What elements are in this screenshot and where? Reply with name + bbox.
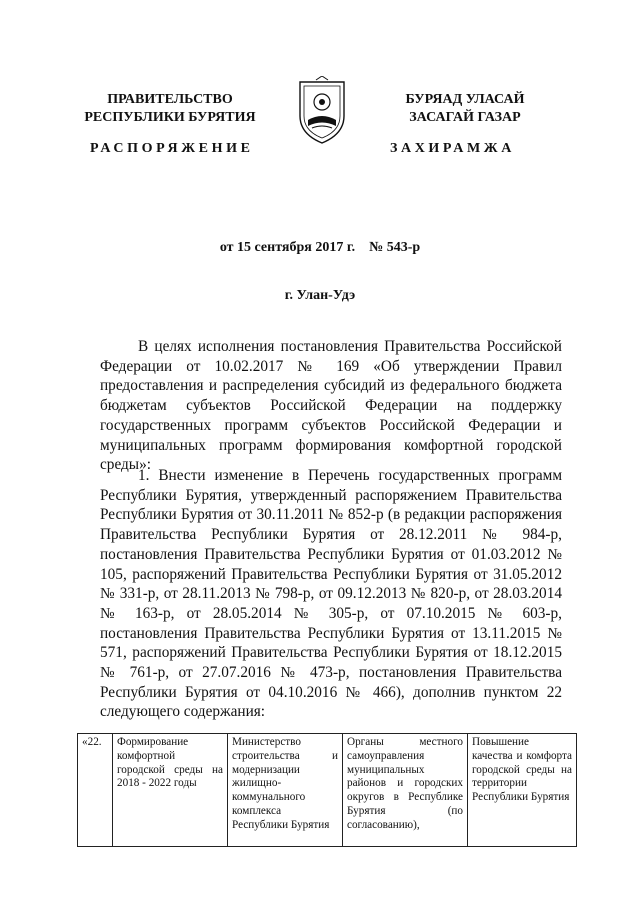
- government-name-line2: РЕСПУБЛИКИ БУРЯТИЯ: [84, 110, 256, 125]
- table-cell-responsible: Министерство строительства и модернизации жилищно-коммунального комплекса Республики Бурятия: [228, 734, 343, 847]
- document-city: г. Улан-Удэ: [284, 288, 356, 303]
- government-name-buryat-line1: БУРЯАД УЛАСАЙ: [405, 92, 525, 107]
- table-row: [78, 734, 577, 847]
- table-cell-program-name: Формирование комфортной городской среды на 2018 - 2022 годы: [113, 734, 228, 847]
- preamble-paragraph: В целях исполнения постановления Правительства Российской Федерации от 10.02.2017 № 169 «Об утверждении Правил предоставления и распределения субсидий из федерального бюджета бюджетам субъектов Российской Федерации на поддержку государственных программ субъектов Российской Федерации и муниципальных программ формирования комфортной городской среды»:: [100, 338, 562, 474]
- government-name-russian: [70, 91, 270, 127]
- table-cell-participants: Органы местного самоуправления муниципальных районов и городских округов в Республике Бурятия (по согласованию),: [343, 734, 468, 847]
- document-type-buryat: ЗАХИРАМЖА: [390, 141, 515, 156]
- government-name-buryat: [360, 91, 570, 127]
- document-date-number: от 15 сентября 2017 г. № 543-р: [219, 240, 421, 255]
- government-name-buryat-line2: ЗАСАГАЙ ГАЗАР: [409, 110, 521, 125]
- table-cell-number: «22.: [78, 734, 113, 847]
- item-1-paragraph: 1. Внести изменение в Перечень государственных программ Республики Бурятия, утвержденный распоряжением Правительства Республики Бурятия от 30.11.2011 № 852-р (в редакции распоряжения Правительства Республики Бурятия от 28.12.2011 № 984-р, постановления Правительства Республики Бурятия от 01.03.2012 № 105, распоряжений Правительства Республики Бурятия от 31.05.2012 № 331-р, от 28.11.2013 № 798-р, от 09.12.2013 № 820-р, от 28.03.2014 № 163-р, от 28.05.2014 № 305-р, от 07.10.2015 № 603-р, постановления Правительства Республики Бурятия от 13.11.2015 № 571, распоряжений Правительства Республики Бурятия от 18.12.2015 № 761-р, от 27.07.2016 № 473-р, постановления Правительства Республики Бурятия от 04.10.2016 № 466), дополнив пунктом 22 следующего содержания:: [100, 467, 562, 721]
- table-cell-goal: Повышение качества и комфорта городской среды на территории Республики Бурятия: [468, 734, 577, 847]
- program-table: [77, 733, 577, 847]
- coat-of-arms-icon: [296, 76, 348, 146]
- coat-of-arms-emblem: [296, 76, 348, 146]
- government-name-line1: ПРАВИТЕЛЬСТВО: [107, 92, 233, 107]
- document-type-russian: РАСПОРЯЖЕНИЕ: [90, 141, 254, 156]
